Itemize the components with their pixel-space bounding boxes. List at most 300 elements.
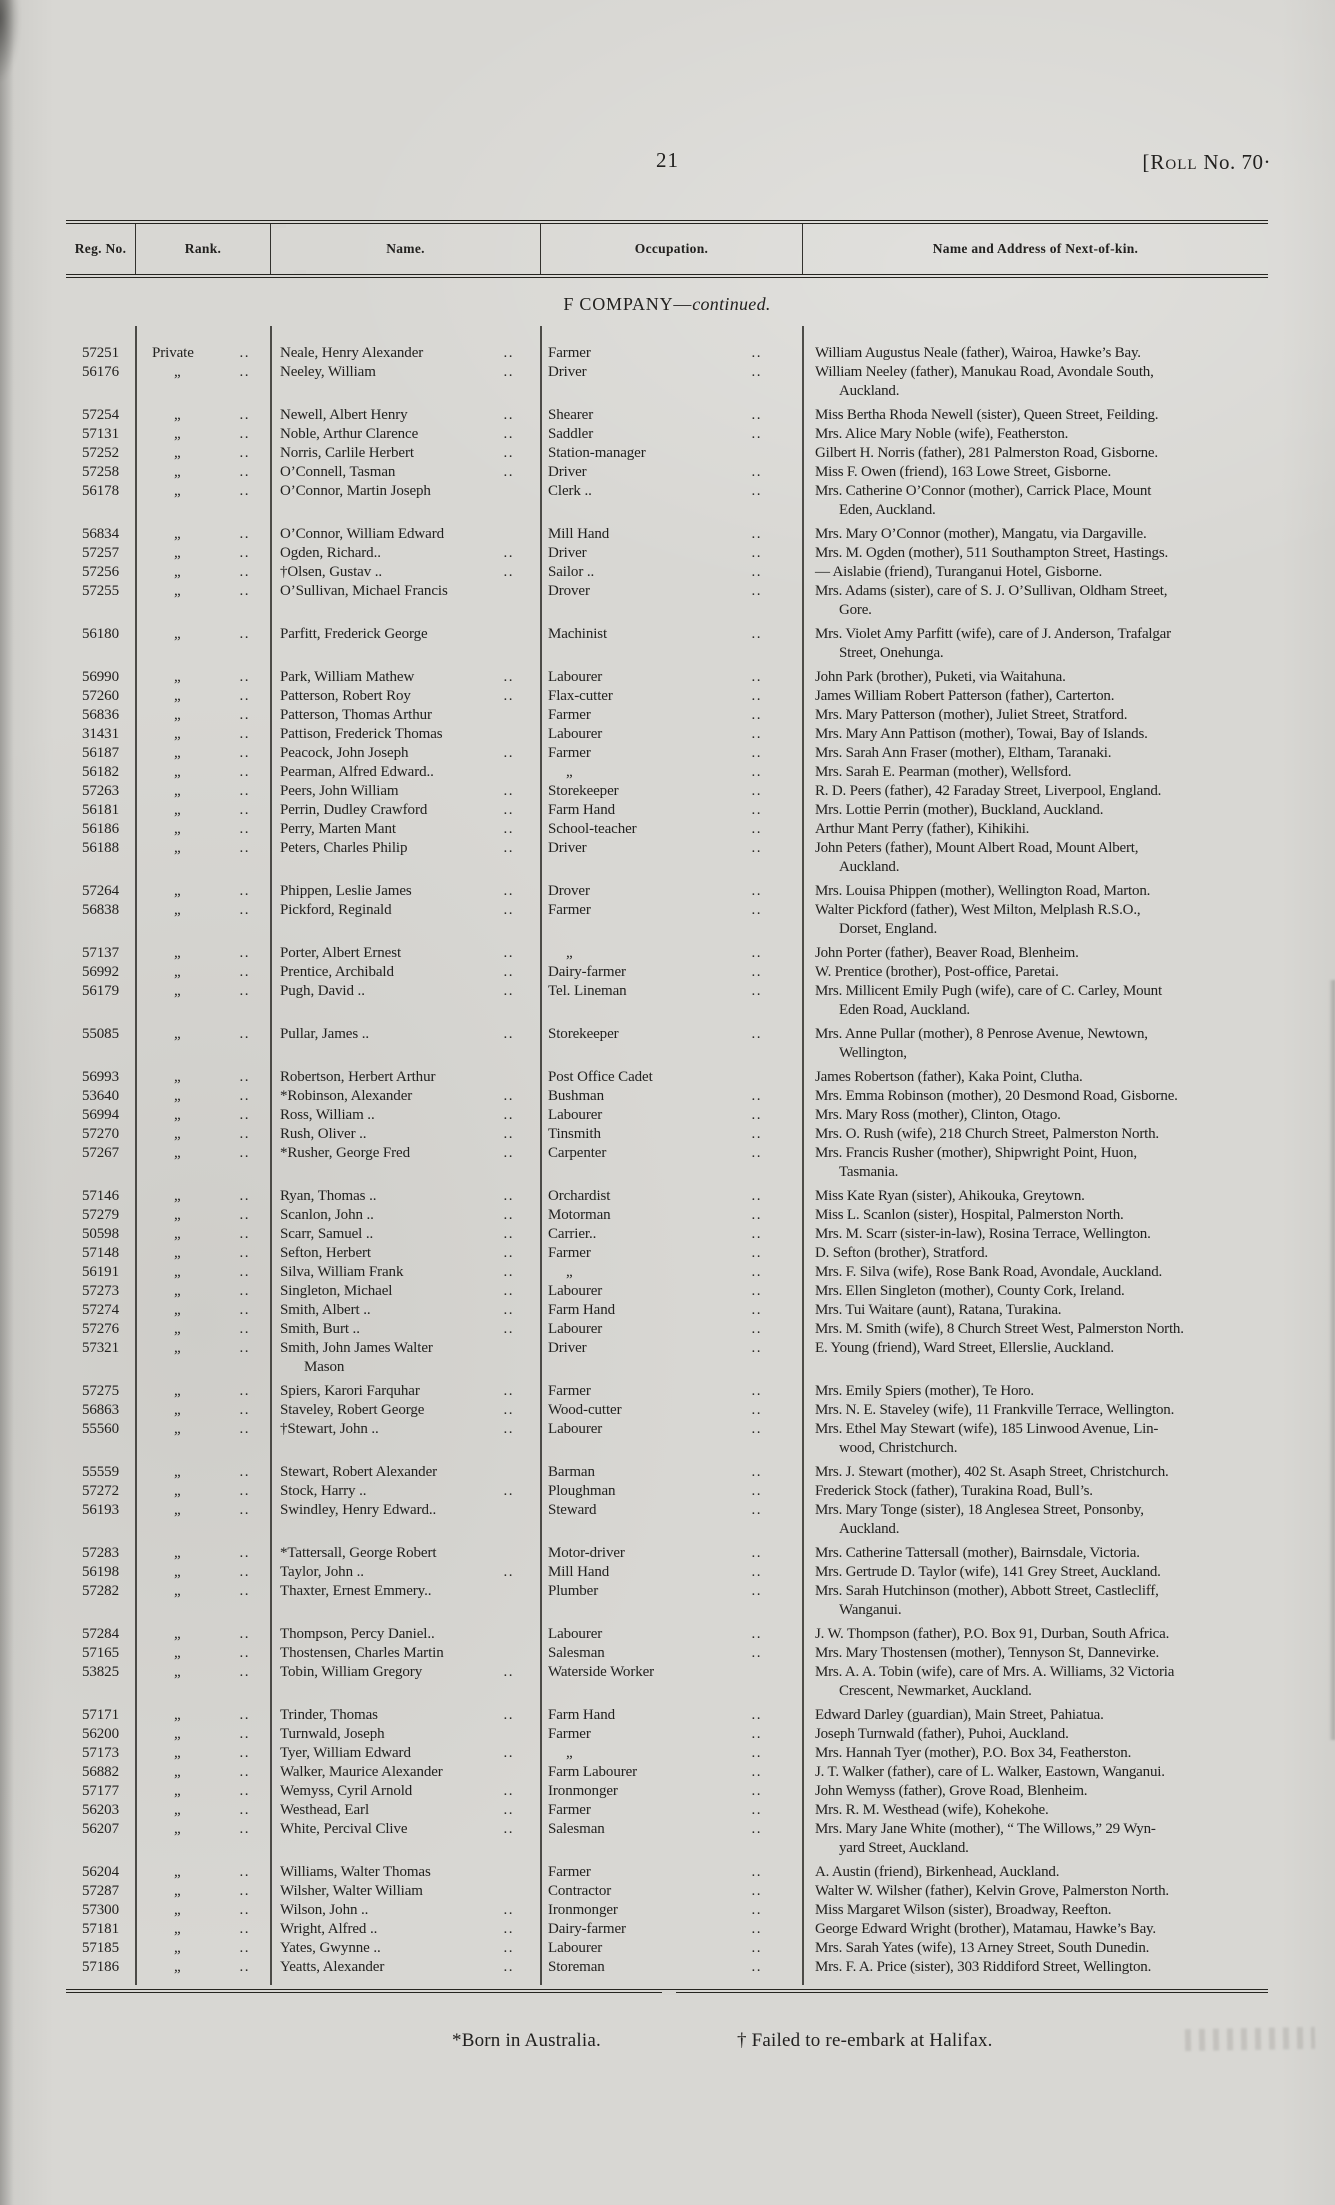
next-of-kin-continuation: Gore. <box>839 602 872 618</box>
occupation-value: Orchardist <box>548 1188 611 1204</box>
occupation-cell <box>540 525 802 544</box>
table-row <box>66 1263 1268 1282</box>
soldier-name: Pattison, Frederick Thomas <box>280 726 443 742</box>
rank-value: „ <box>174 1421 182 1437</box>
leader-dots: .. <box>751 1340 762 1356</box>
table-row <box>66 406 1268 425</box>
next-of-kin-cell <box>802 1025 1268 1063</box>
leader-dots: .. <box>239 1745 250 1761</box>
leader-dots: .. <box>503 1226 514 1242</box>
leader-dots: .. <box>751 1864 762 1880</box>
name-line <box>280 525 514 544</box>
rank-value: „ <box>174 564 182 580</box>
rank-value: „ <box>174 802 182 818</box>
next-of-kin-line: R. D. Peers (father), 42 Faraday Street, Liverpool, England. <box>815 783 1162 799</box>
rank-value: „ <box>174 983 182 999</box>
name-line <box>280 1782 514 1801</box>
next-of-kin-line: Mrs. Mary Ross (mother), Clinton, Otago. <box>815 1107 1061 1123</box>
rank-cell <box>135 1782 270 1801</box>
leader-dots: .. <box>239 783 250 799</box>
rank-value: „ <box>174 945 182 961</box>
soldier-name: Silva, William Frank <box>280 1264 404 1280</box>
occupation-value: Farm Hand <box>548 1302 616 1318</box>
name-cell <box>270 1644 540 1663</box>
table-row <box>66 1225 1268 1244</box>
reg-no-cell: 57146 <box>81 1188 119 1204</box>
occupation-cell <box>540 1744 802 1763</box>
next-of-kin-cell <box>802 944 1268 963</box>
reg-no-cell: 57273 <box>81 1283 119 1299</box>
leader-dots: .. <box>503 1245 514 1261</box>
rank-value: „ <box>174 445 182 461</box>
leader-dots: .. <box>239 964 250 980</box>
table-row <box>66 839 1268 877</box>
next-of-kin-cell <box>802 1206 1268 1225</box>
name-line <box>280 1763 514 1782</box>
leader-dots: .. <box>503 564 514 580</box>
next-of-kin-cell <box>802 1882 1268 1901</box>
name-line <box>280 1225 514 1244</box>
leader-dots: .. <box>503 464 514 480</box>
occupation-value: Farmer <box>548 707 591 723</box>
leader-dots: .. <box>239 1107 250 1123</box>
leader-dots: .. <box>751 1302 762 1318</box>
reg-no-cell: 57252 <box>81 445 119 461</box>
next-of-kin-line: Mrs. Anne Pullar (mother), 8 Penrose Avenue, Newtown, <box>815 1026 1148 1042</box>
rule-break <box>662 1991 676 1995</box>
leader-dots: .. <box>239 1226 250 1242</box>
name-cell <box>270 344 540 363</box>
header-next-of-kin: Name and Address of Next-of-kin. <box>802 224 1268 274</box>
leader-dots: .. <box>503 1707 514 1723</box>
name-line <box>280 1901 514 1920</box>
leader-dots: .. <box>239 1545 250 1561</box>
leader-dots: .. <box>751 707 762 723</box>
reg-no-cell: 57264 <box>81 883 119 899</box>
leader-dots: .. <box>239 669 250 685</box>
occupation-cell <box>540 1225 802 1244</box>
occupation-cell <box>540 1958 802 1977</box>
occupation-cell <box>540 444 802 463</box>
next-of-kin-cell <box>802 1482 1268 1501</box>
rank-cell <box>135 687 270 706</box>
next-of-kin-cell <box>802 1706 1268 1725</box>
leader-dots: .. <box>239 1940 250 1956</box>
leader-dots: .. <box>503 1902 514 1918</box>
next-of-kin-cell <box>802 687 1268 706</box>
rank-cell <box>135 1725 270 1744</box>
occupation-value: Dairy-farmer <box>548 964 626 980</box>
next-of-kin-line: Mrs. Ethel May Stewart (wife), 185 Linwood Avenue, Lin- <box>815 1421 1159 1437</box>
soldier-name: Scanlon, John .. <box>280 1207 374 1223</box>
rank-cell <box>135 901 270 939</box>
leader-dots: .. <box>503 1921 514 1937</box>
table-row <box>66 687 1268 706</box>
rank-value: „ <box>174 764 182 780</box>
next-of-kin-line: W. Prentice (brother), Post-office, Paretai. <box>815 964 1059 980</box>
leader-dots: .. <box>503 1302 514 1318</box>
occupation-cell <box>540 1087 802 1106</box>
next-of-kin-line: Gilbert H. Norris (father), 281 Palmerston Road, Gisborne. <box>815 445 1158 461</box>
table-row <box>66 782 1268 801</box>
leader-dots: .. <box>751 1545 762 1561</box>
table-bottom-rule <box>66 1989 1268 1993</box>
leader-dots: .. <box>239 902 250 918</box>
leader-dots: .. <box>503 345 514 361</box>
occupation-cell <box>540 1068 802 1087</box>
soldier-name: Newell, Albert Henry <box>280 407 408 423</box>
leader-dots: .. <box>751 1264 762 1280</box>
leader-dots: .. <box>239 802 250 818</box>
scan-edge-right <box>1329 980 1335 1740</box>
name-line <box>280 1339 514 1358</box>
name-cell <box>270 1625 540 1644</box>
occupation-cell <box>540 668 802 687</box>
table-row <box>66 1544 1268 1563</box>
occupation-value: Driver <box>548 545 587 561</box>
name-cell <box>270 1801 540 1820</box>
occupation-cell <box>540 1301 802 1320</box>
next-of-kin-cell <box>802 1801 1268 1820</box>
table-row <box>66 1939 1268 1958</box>
next-of-kin-cell <box>802 1087 1268 1106</box>
rank-value: „ <box>174 707 182 723</box>
table-row <box>66 582 1268 620</box>
occupation-value: Ploughman <box>548 1483 616 1499</box>
leader-dots: .. <box>751 745 762 761</box>
name-line <box>280 406 514 425</box>
reg-no-cell: 56882 <box>81 1764 119 1780</box>
occupation-value: Dairy-farmer <box>548 1921 626 1937</box>
rank-cell <box>135 1339 270 1377</box>
rank-cell <box>135 1820 270 1858</box>
name-cell <box>270 1725 540 1744</box>
leader-dots: .. <box>751 407 762 423</box>
leader-dots: .. <box>239 1245 250 1261</box>
rank-value: „ <box>174 1145 182 1161</box>
leader-dots: .. <box>239 464 250 480</box>
name-line <box>280 563 514 582</box>
rank-cell <box>135 1301 270 1320</box>
occupation-value: Clerk .. <box>548 483 592 499</box>
soldier-name: Trinder, Thomas <box>280 1707 378 1723</box>
name-cell <box>270 544 540 563</box>
rank-cell <box>135 1263 270 1282</box>
next-of-kin-continuation: Auckland. <box>839 1521 900 1537</box>
rank-cell <box>135 1625 270 1644</box>
occupation-value: Flax-cutter <box>548 688 613 704</box>
name-line <box>280 801 514 820</box>
name-line <box>280 1582 514 1601</box>
next-of-kin-cell <box>802 1320 1268 1339</box>
table-row <box>66 801 1268 820</box>
next-of-kin-line: Walter Pickford (father), West Milton, Melplash R.S.O., <box>815 902 1141 918</box>
occupation-value: Farmer <box>548 1245 591 1261</box>
name-cell <box>270 1339 540 1377</box>
leader-dots: .. <box>503 783 514 799</box>
next-of-kin-line: Joseph Turnwald (father), Puhoi, Auckland. <box>815 1726 1069 1742</box>
name-cell <box>270 687 540 706</box>
rank-value: „ <box>174 1283 182 1299</box>
name-line <box>280 839 514 858</box>
name-cell <box>270 444 540 463</box>
leader-dots: .. <box>239 821 250 837</box>
name-cell <box>270 1087 540 1106</box>
leader-dots: .. <box>503 1383 514 1399</box>
rank-cell <box>135 1901 270 1920</box>
leader-dots: .. <box>503 1188 514 1204</box>
next-of-kin-line: William Augustus Neale (father), Wairoa, Hawke’s Bay. <box>815 345 1141 361</box>
leader-dots: .. <box>503 1564 514 1580</box>
name-line <box>280 1263 514 1282</box>
occupation-cell <box>540 1820 802 1858</box>
reg-no-cell: 56834 <box>81 526 119 542</box>
occupation-cell <box>540 1801 802 1820</box>
leader-dots: .. <box>503 1264 514 1280</box>
occupation-value: Mill Hand <box>548 526 610 542</box>
name-line <box>280 1663 514 1682</box>
soldier-name: Singleton, Michael <box>280 1283 393 1299</box>
leader-dots: .. <box>239 1207 250 1223</box>
occupation-cell <box>540 706 802 725</box>
rank-value: „ <box>174 483 182 499</box>
rank-cell <box>135 668 270 687</box>
rank-value: „ <box>174 1921 182 1937</box>
next-of-kin-cell <box>802 963 1268 982</box>
next-of-kin-cell <box>802 763 1268 782</box>
next-of-kin-line: Mrs. Catherine O’Connor (mother), Carrick Place, Mount <box>815 483 1152 499</box>
next-of-kin-line: Mrs. Sarah Hutchinson (mother), Abbott Street, Castlecliff, <box>815 1583 1159 1599</box>
table-row <box>66 1420 1268 1458</box>
rank-cell <box>135 1144 270 1182</box>
rank-value: „ <box>174 626 182 642</box>
leader-dots: .. <box>751 1107 762 1123</box>
rank-cell <box>135 706 270 725</box>
name-line <box>280 1282 514 1301</box>
next-of-kin-cell <box>802 1939 1268 1958</box>
table-row <box>66 706 1268 725</box>
footnote-born-australia: *Born in Australia. <box>452 2030 601 2051</box>
leader-dots: .. <box>751 545 762 561</box>
leader-dots: .. <box>503 1959 514 1975</box>
rank-cell <box>135 944 270 963</box>
leader-dots: .. <box>751 802 762 818</box>
rank-value: „ <box>174 1464 182 1480</box>
rank-value: „ <box>174 1402 182 1418</box>
table-row <box>66 344 1268 363</box>
nominal-roll-table <box>66 220 1268 1993</box>
occupation-value: Machinist <box>548 626 608 642</box>
leader-dots: .. <box>751 1707 762 1723</box>
occupation-value: Storeman <box>548 1959 605 1975</box>
name-cell <box>270 1187 540 1206</box>
occupation-value: Driver <box>548 464 587 480</box>
soldier-name: Ogden, Richard.. <box>280 545 381 561</box>
name-line <box>280 344 514 363</box>
rank-value: Private <box>152 345 194 361</box>
rank-cell <box>135 1744 270 1763</box>
occupation-cell <box>540 1920 802 1939</box>
occupation-cell <box>540 1025 802 1063</box>
next-of-kin-line: Mrs. Mary Patterson (mother), Juliet Street, Stratford. <box>815 707 1128 723</box>
occupation-value: Farmer <box>548 1864 591 1880</box>
next-of-kin-cell <box>802 1339 1268 1377</box>
occupation-cell <box>540 582 802 620</box>
reg-no-cell: 57300 <box>81 1902 119 1918</box>
occupation-cell <box>540 1125 802 1144</box>
table-row <box>66 1501 1268 1539</box>
reg-no-cell: 50598 <box>81 1226 119 1242</box>
name-cell <box>270 1282 540 1301</box>
next-of-kin-line: Mrs. Catherine Tattersall (mother), Bairnsdale, Victoria. <box>815 1545 1140 1561</box>
soldier-name: Smith, Albert .. <box>280 1302 371 1318</box>
reg-no-cell: 55085 <box>81 1026 119 1042</box>
table-row <box>66 1339 1268 1377</box>
next-of-kin-line: Mrs. Tui Waitare (aunt), Ratana, Turakina. <box>815 1302 1062 1318</box>
leader-dots: .. <box>751 464 762 480</box>
reg-no-cell: 57165 <box>81 1645 119 1661</box>
table-row <box>66 1106 1268 1125</box>
leader-dots: .. <box>751 1483 762 1499</box>
leader-dots: .. <box>751 364 762 380</box>
reg-no-cell: 57282 <box>81 1583 119 1599</box>
occupation-cell <box>540 1625 802 1644</box>
leader-dots: .. <box>239 1088 250 1104</box>
name-cell <box>270 406 540 425</box>
soldier-name: Swindley, Henry Edward.. <box>280 1502 437 1518</box>
next-of-kin-cell <box>802 425 1268 444</box>
table-row <box>66 1644 1268 1663</box>
name-cell <box>270 982 540 1020</box>
soldier-name: O’Connor, William Edward <box>280 526 445 542</box>
soldier-name: Stock, Harry .. <box>280 1483 367 1499</box>
leader-dots: .. <box>239 1707 250 1723</box>
rank-cell <box>135 1958 270 1977</box>
name-cell <box>270 668 540 687</box>
name-cell <box>270 1382 540 1401</box>
occupation-value: Tinsmith <box>548 1126 601 1142</box>
next-of-kin-line: John Peters (father), Mount Albert Road, Mount Albert, <box>815 840 1139 856</box>
leader-dots: .. <box>751 1026 762 1042</box>
leader-dots: .. <box>239 1802 250 1818</box>
table-row <box>66 1401 1268 1420</box>
table-row <box>66 882 1268 901</box>
soldier-name: Rush, Oliver .. <box>280 1126 367 1142</box>
next-of-kin-line: Mrs. Mary Tonge (sister), 18 Anglesea Street, Ponsonby, <box>815 1502 1144 1518</box>
table-row <box>66 1068 1268 1087</box>
occupation-value: Farm Labourer <box>548 1764 638 1780</box>
name-line <box>280 1863 514 1882</box>
soldier-name: Taylor, John .. <box>280 1564 364 1580</box>
name-line <box>280 1144 514 1163</box>
leader-dots: .. <box>503 445 514 461</box>
rank-value: „ <box>174 545 182 561</box>
occupation-value: Salesman <box>548 1645 605 1661</box>
soldier-name: Staveley, Robert George <box>280 1402 425 1418</box>
soldier-name: Perry, Marten Mant <box>280 821 396 837</box>
next-of-kin-cell <box>802 482 1268 520</box>
rank-value: „ <box>174 1707 182 1723</box>
reg-no-cell: 56992 <box>81 964 119 980</box>
table-row <box>66 1801 1268 1820</box>
occupation-cell <box>540 1501 802 1539</box>
leader-dots: .. <box>751 983 762 999</box>
next-of-kin-cell <box>802 525 1268 544</box>
rank-cell <box>135 1863 270 1882</box>
leader-dots: .. <box>239 345 250 361</box>
occupation-cell <box>540 1244 802 1263</box>
leader-dots: .. <box>239 1069 250 1085</box>
name-cell <box>270 1744 540 1763</box>
reg-no-cell: 53640 <box>81 1088 119 1104</box>
reg-no-cell: 57267 <box>81 1145 119 1161</box>
name-line <box>280 982 514 1001</box>
name-line <box>280 625 514 644</box>
next-of-kin-line: Mrs. O. Rush (wife), 218 Church Street, Palmerston North. <box>815 1126 1159 1142</box>
rank-value: „ <box>174 821 182 837</box>
soldier-name: Wilsher, Walter William <box>280 1883 423 1899</box>
leader-dots: .. <box>239 764 250 780</box>
occupation-cell <box>540 782 802 801</box>
table-row <box>66 1706 1268 1725</box>
name-cell <box>270 1820 540 1858</box>
rank-value: „ <box>174 1483 182 1499</box>
soldier-name: Stewart, Robert Alexander <box>280 1464 438 1480</box>
occupation-value: Contractor <box>548 1883 612 1899</box>
rank-value: „ <box>174 1564 182 1580</box>
next-of-kin-line: Mrs. Mary Thostensen (mother), Tennyson St, Dannevirke. <box>815 1645 1160 1661</box>
leader-dots: .. <box>239 983 250 999</box>
name-cell <box>270 963 540 982</box>
occupation-value: Farmer <box>548 1726 591 1742</box>
leader-dots: .. <box>751 783 762 799</box>
name-cell <box>270 1463 540 1482</box>
occupation-cell <box>540 1206 802 1225</box>
next-of-kin-line: Mrs. Mary Jane White (mother), “ The Willows,” 29 Wyn- <box>815 1821 1156 1837</box>
reg-no-cell: 57185 <box>81 1940 119 1956</box>
occupation-cell <box>540 1882 802 1901</box>
rank-value: „ <box>174 1502 182 1518</box>
occupation-cell <box>540 625 802 663</box>
next-of-kin-continuation: Dorset, England. <box>839 921 938 937</box>
name-cell <box>270 1958 540 1977</box>
occupation-cell <box>540 1939 802 1958</box>
soldier-name: Tyer, William Edward <box>280 1745 411 1761</box>
rank-value: „ <box>174 726 182 742</box>
leader-dots: .. <box>751 1088 762 1104</box>
reg-no-cell: 56187 <box>81 745 119 761</box>
leader-dots: .. <box>239 364 250 380</box>
occupation-cell <box>540 1763 802 1782</box>
rank-cell <box>135 482 270 520</box>
leader-dots: .. <box>239 1583 250 1599</box>
leader-dots: .. <box>751 1902 762 1918</box>
leader-dots: .. <box>503 802 514 818</box>
rank-value: „ <box>174 1664 182 1680</box>
rank-cell <box>135 1125 270 1144</box>
leader-dots: .. <box>503 840 514 856</box>
name-line <box>280 482 514 501</box>
occupation-cell <box>540 1106 802 1125</box>
next-of-kin-cell <box>802 344 1268 363</box>
name-cell <box>270 1301 540 1320</box>
name-cell <box>270 801 540 820</box>
name-second-line: Mason <box>304 1359 345 1375</box>
leader-dots: .. <box>239 840 250 856</box>
name-cell <box>270 1863 540 1882</box>
next-of-kin-cell <box>802 1144 1268 1182</box>
occupation-cell <box>540 406 802 425</box>
